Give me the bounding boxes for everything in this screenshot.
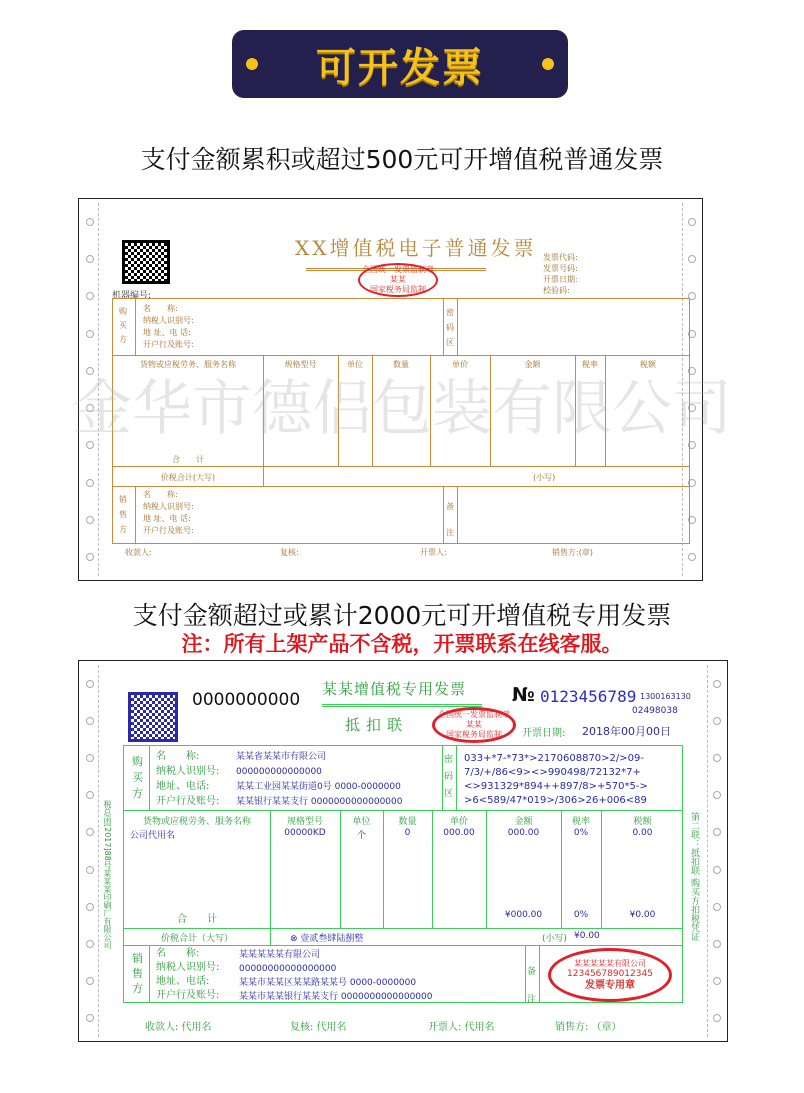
field-name: 名 称: — [143, 304, 178, 313]
hole-icon — [86, 516, 94, 524]
banner-title: 可开发票 — [316, 44, 484, 91]
qr-code-icon — [122, 240, 170, 284]
hole-icon — [713, 828, 721, 836]
invoice2-title: 某某增值税专用发票 — [322, 680, 467, 698]
hole-icon — [86, 680, 94, 688]
tax-note: 注：所有上架产品不含税，开票联系在线客服。 — [181, 632, 623, 656]
buyer-label: 购买方 — [119, 307, 127, 344]
stamp-text: 某某 — [466, 720, 482, 729]
hole-icon — [86, 218, 94, 226]
cipher-label: 密码区 — [444, 755, 454, 799]
hole-icon — [713, 717, 721, 725]
seller-label: 销售方 — [119, 495, 127, 534]
dot-icon — [542, 58, 554, 70]
code-a: 1300163130 — [640, 692, 691, 701]
buyer-taxid: 000000000000000 — [236, 767, 322, 777]
supervision-stamp — [358, 263, 438, 297]
col-rate: 税率 — [582, 360, 598, 369]
side-text-right: 第二联：抵扣联 购买方扣税凭证 — [689, 812, 699, 941]
field-bank: 开户行及账号: — [143, 340, 194, 349]
hole-icon — [713, 791, 721, 799]
invoice-no: 0123456789 — [540, 687, 637, 706]
stamp-text: 全国统一发票监制章 — [362, 265, 434, 274]
tax-total-label: 价税合计(大写) — [160, 473, 216, 482]
col-unit: 单位 — [347, 360, 363, 369]
seller-label: 销售方 — [132, 952, 143, 995]
watermark: 金华市德侣包装有限公司 — [72, 374, 732, 444]
tax-total-label: 价税合计（大写） — [160, 934, 233, 944]
issuer: 开票人: 代用名 — [428, 1022, 495, 1033]
col-tax: 税额 — [640, 360, 656, 369]
item-tax: 0.00 — [632, 828, 653, 838]
invoice1-title: XX增值税电子普通发票 — [295, 236, 537, 260]
reviewer-label: 复核: — [280, 548, 299, 557]
buyer-label: 购买方 — [132, 755, 143, 800]
seller-taxid: 00000000000000000 — [239, 964, 337, 974]
seal-number: 123456789012345 — [567, 968, 653, 979]
cipher-line: 7/3/+/86<9><>990498/72132*7+ — [464, 767, 641, 778]
caption-special-invoice: 支付金额超过或累计2000元可开增值税专用发票 — [132, 601, 672, 630]
invoice-code-label: 发票代码: — [543, 253, 578, 262]
field-taxid: 纳税人识别号: — [143, 316, 194, 325]
field-name: 名 称: — [143, 490, 178, 499]
buyer-name: 某某省某某市有限公司 — [236, 752, 327, 762]
side-text-left: 税总函[2017]88号某某某印刷厂有限公司 — [103, 800, 112, 949]
perforation-left — [81, 665, 99, 1037]
field-address: 地址、电话: — [156, 976, 210, 987]
supervision-stamp — [432, 707, 516, 743]
stamp-text: 国家税务局监制 — [370, 285, 426, 294]
cipher-label: 密码区 — [446, 308, 454, 347]
buyer-bank: 某某银行某某支行 0000000000000000 — [236, 797, 403, 807]
hole-icon — [713, 866, 721, 874]
field-address: 地址、电话: — [156, 781, 210, 792]
col-amount: 金额 — [524, 360, 541, 369]
cipher-line: <>931329*894++897/8>+570*5-> — [464, 781, 648, 792]
payee-label: 收款人: — [125, 548, 152, 557]
field-name: 名 称: — [156, 948, 200, 959]
item-qty: 0 — [404, 828, 411, 838]
hole-icon — [688, 553, 696, 561]
invoice-seal — [548, 948, 672, 1002]
field-taxid: 纳税人识别号: — [156, 962, 220, 973]
small-label: (小写) — [542, 934, 568, 944]
invoice-number-label: 发票号码: — [543, 264, 578, 273]
hole-icon — [86, 255, 94, 263]
perforation-right — [707, 665, 725, 1037]
seller-seal: 销售方: （章） — [555, 1022, 622, 1033]
seller-seal-label: 销售方:(章) — [552, 548, 593, 557]
hole-icon — [86, 828, 94, 836]
reviewer: 复核: 代用名 — [290, 1022, 347, 1033]
small-value: ¥0.00 — [574, 931, 600, 941]
remark-label: 备注 — [446, 502, 454, 537]
stamp-text: 国家税务局监制 — [446, 730, 502, 739]
field-bank: 开户行及账号: — [156, 990, 220, 1001]
field-address: 地 址、电 话: — [143, 514, 191, 523]
field-address: 地 址、电 话: — [143, 328, 191, 337]
invoice-number-left: 0000000000 — [192, 690, 301, 710]
hole-icon — [86, 791, 94, 799]
seller-address: 某某市某某区某某路某某号 0000-0000000 — [239, 978, 417, 988]
hole-icon — [713, 977, 721, 985]
total-amount: ¥000.00 — [504, 910, 543, 920]
hole-icon — [713, 680, 721, 688]
dot-icon — [246, 58, 258, 70]
field-taxid: 纳税人识别号: — [143, 502, 194, 511]
field-taxid: 纳税人识别号: — [156, 766, 220, 777]
hole-icon — [86, 754, 94, 762]
title-underline — [322, 704, 482, 707]
hole-icon — [713, 940, 721, 948]
seal-label: 发票专用章 — [585, 979, 635, 991]
issue-date: 2018年00月00日 — [582, 725, 671, 738]
qr-code-icon — [128, 692, 178, 742]
caption-general-invoice: 支付金额累积或超过500元可开增值税普通发票 — [140, 145, 664, 174]
remark-label: 备注 — [527, 967, 537, 1005]
hole-icon — [713, 903, 721, 911]
hole-icon — [86, 940, 94, 948]
cipher-line: 033+*7-*73*>2170608870>2/>09- — [464, 753, 644, 764]
item-rate: 0% — [573, 828, 589, 838]
banner — [232, 30, 568, 98]
col-qty: 数量 — [393, 360, 409, 369]
hole-icon — [86, 717, 94, 725]
item-unit: 个 — [356, 831, 366, 841]
hole-icon — [86, 292, 94, 300]
item-amount: 000.00 — [507, 828, 540, 838]
total-rate: 0% — [573, 910, 589, 920]
col-unit: 单位 — [352, 817, 371, 827]
hole-icon — [86, 903, 94, 911]
col-tax: 税额 — [633, 817, 652, 827]
hole-icon — [86, 866, 94, 874]
stamp-text: 全国统一发票监制章 — [438, 710, 510, 719]
seller-name: 某某某某某有限公司 — [239, 950, 321, 960]
col-name: 货物或应税劳务、服务名称 — [142, 817, 251, 827]
no-symbol: № — [512, 684, 535, 706]
hole-icon — [713, 1014, 721, 1022]
col-name: 货物或应税劳务、服务名称 — [140, 360, 236, 369]
buyer-address: 某某工业园某某街道0号 0000-0000000 — [236, 782, 401, 792]
col-amount: 金额 — [514, 817, 533, 827]
date-label: 开票日期: — [522, 728, 566, 739]
hole-icon — [86, 479, 94, 487]
total-label: 合 计 — [172, 455, 204, 464]
total-label: 合 计 — [177, 914, 217, 925]
payee: 收款人: 代用名 — [145, 1022, 212, 1033]
hole-icon — [688, 218, 696, 226]
col-qty: 数量 — [398, 817, 417, 827]
seal-company: 某某某某某有限公司 — [574, 958, 646, 968]
stamp-text: 某某 — [390, 275, 406, 284]
invoice2-subtitle: 抵扣联 — [345, 716, 409, 734]
col-spec: 规格型号 — [284, 360, 317, 369]
item-spec: 00000KD — [284, 828, 326, 838]
hole-icon — [713, 754, 721, 762]
total-tax: ¥0.00 — [629, 910, 656, 920]
hole-icon — [86, 977, 94, 985]
hole-icon — [86, 553, 94, 561]
item-name: 公司代用名 — [130, 831, 176, 841]
item-price: 000.00 — [443, 828, 475, 838]
col-price: 单价 — [452, 360, 468, 369]
code-b: 02498038 — [632, 706, 678, 716]
issuer-label: 开票人: — [420, 548, 447, 557]
field-name: 名 称: — [156, 751, 200, 762]
col-price: 单价 — [449, 817, 468, 827]
hole-icon — [86, 330, 94, 338]
hole-icon — [688, 255, 696, 263]
seller-bank: 某某市某某银行某某支行 0000000000000000 — [239, 992, 433, 1002]
issue-date-label: 开票日期: — [543, 275, 578, 284]
small-label: (小写) — [533, 473, 556, 482]
col-spec: 规格型号 — [286, 817, 323, 827]
field-bank: 开户行及账号: — [156, 796, 220, 807]
field-bank: 开户行及账号: — [143, 526, 194, 535]
machine-number: 机器编号: — [112, 291, 152, 301]
col-rate: 税率 — [571, 817, 590, 827]
check-code-label: 校验码: — [543, 286, 570, 295]
tax-total-value: ⊗ 壹贰叁肆陆捌整 — [290, 934, 364, 944]
hole-icon — [86, 1014, 94, 1022]
cipher-line: >6<589/47*019>/306>26+006<89 — [464, 795, 647, 806]
